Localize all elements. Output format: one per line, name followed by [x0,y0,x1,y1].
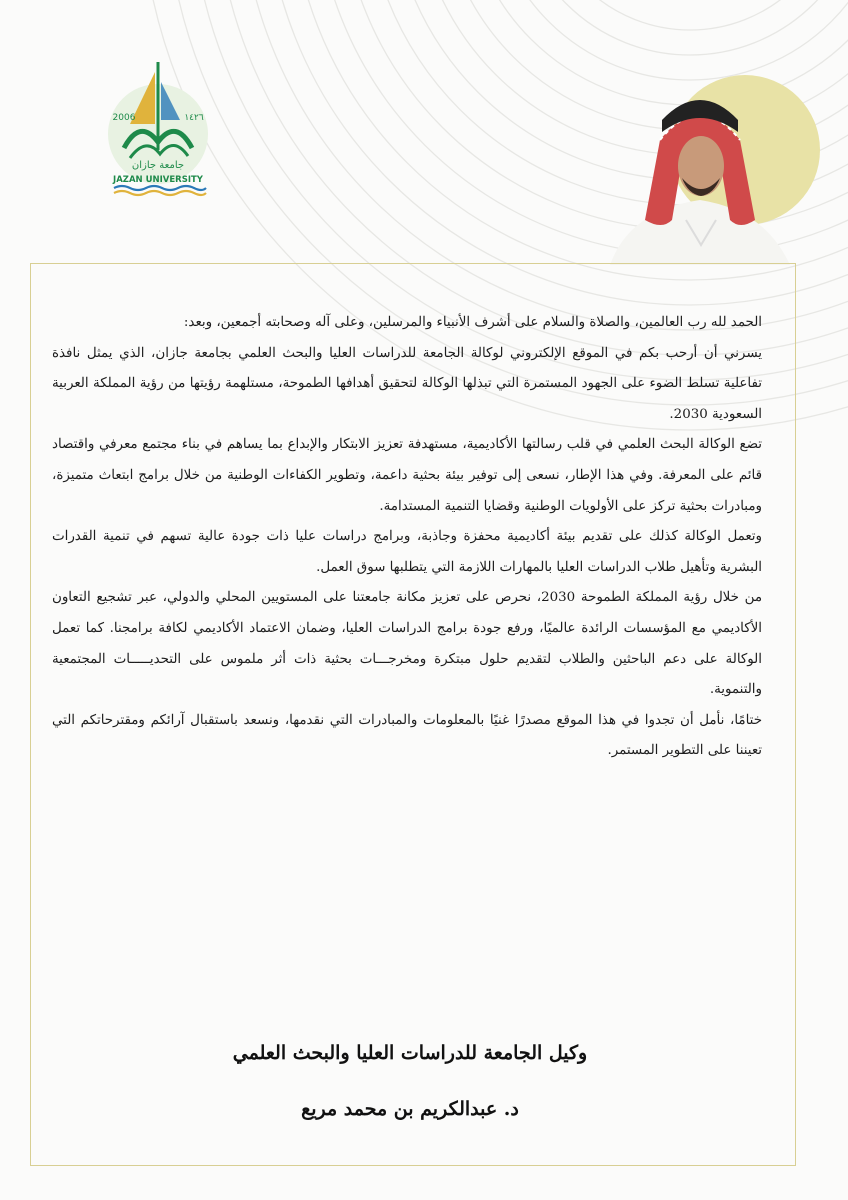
dean-portrait [590,70,820,265]
signatory-title: وكيل الجامعة للدراسات العليا والبحث العلمي [232,1042,588,1064]
logo-year-gregorian: 2006 [112,113,136,123]
signature-block [60,1030,760,1120]
letter-paragraph: وتعمل الوكالة كذلك على تقديم بيئة أكاديمية محفزة وجاذبة، وبرامج دراسات عليا ذات جودة عالية تسهم في تنمية القدرات البشرية وتأهيل طلاب الدراسات العليا بالمهارات اللازمة التي يتطلبها سوق العمل. [52,529,762,575]
letter-paragraph: الحمد لله رب العالمين، والصلاة والسلام على أشرف الأنبياء والمرسلين، وعلى آله وصحابته أجمعين، وبعد: [183,315,762,330]
welcome-letter-body [52,308,762,767]
logo-arabic-name: جامعة جازان [131,160,185,171]
signatory-name: د. عبدالكريم بن محمد مريع [301,1098,519,1120]
letter-paragraph: ختامًا، نأمل أن تجدوا في هذا الموقع مصدرًا غنيًا بالمعلومات والمبادرات التي نقدمها، ونسعد باستقبال آرائكم ومقترحاتكم التي تعيننا على التطوير المستمر. [52,712,762,759]
letter-paragraph: تضع الوكالة البحث العلمي في قلب رسالتها الأكاديمية، مستهدفة تعزيز الابتكار والإبداع بما يساهم في بناء مجتمع معرفي واقتصاد قائم على المعرفة. وفي هذا الإطار، نسعى إلى توفير بيئة بحثية داعمة، وتطوير الكفاءات الوطنية من خلال برامج ابتعاث متميزة، ومبادرات بحثية تركز على الأولويات الوطنية وقضايا التنمية المستدامة. [52,437,762,514]
letter-paragraph: يسرني أن أرحب بكم في الموقع الإلكتروني لوكالة الجامعة للدراسات العليا والبحث العلمي بجامعة جازان، الذي يمثل نافذة تفاعلية تسلط الضوء على الجهود المستمرة التي تبذلها الوكالة لتحقيق أهدافها الطموحة، مستلهمة رؤيتها من رؤية المملكة العربية السعودية 2030. [52,345,762,422]
jazan-university-logo [100,58,216,198]
logo-year-hijri: ١٤٢٦ [184,113,204,123]
logo-english-name: JAZAN UNIVERSITY [113,175,203,185]
letter-paragraph: من خلال رؤية المملكة الطموحة 2030، نحرص على تعزيز مكانة جامعتنا على المستويين المحلي والدولي، عبر تشجيع التعاون الأكاديمي مع المؤسسات الرائدة عالميًا، ورفع جودة برامج الدراسات العليا، وضمان الاعتماد الأكاديمي لكافة برامجنا. كما تعمل الوكالة على دعم الباحثين والطلاب لتقديم حلول مبتكرة ومخرجـــات بحثية ذات أثر ملموس على التحديـــــات المجتمعية والتنموية. [52,590,762,698]
